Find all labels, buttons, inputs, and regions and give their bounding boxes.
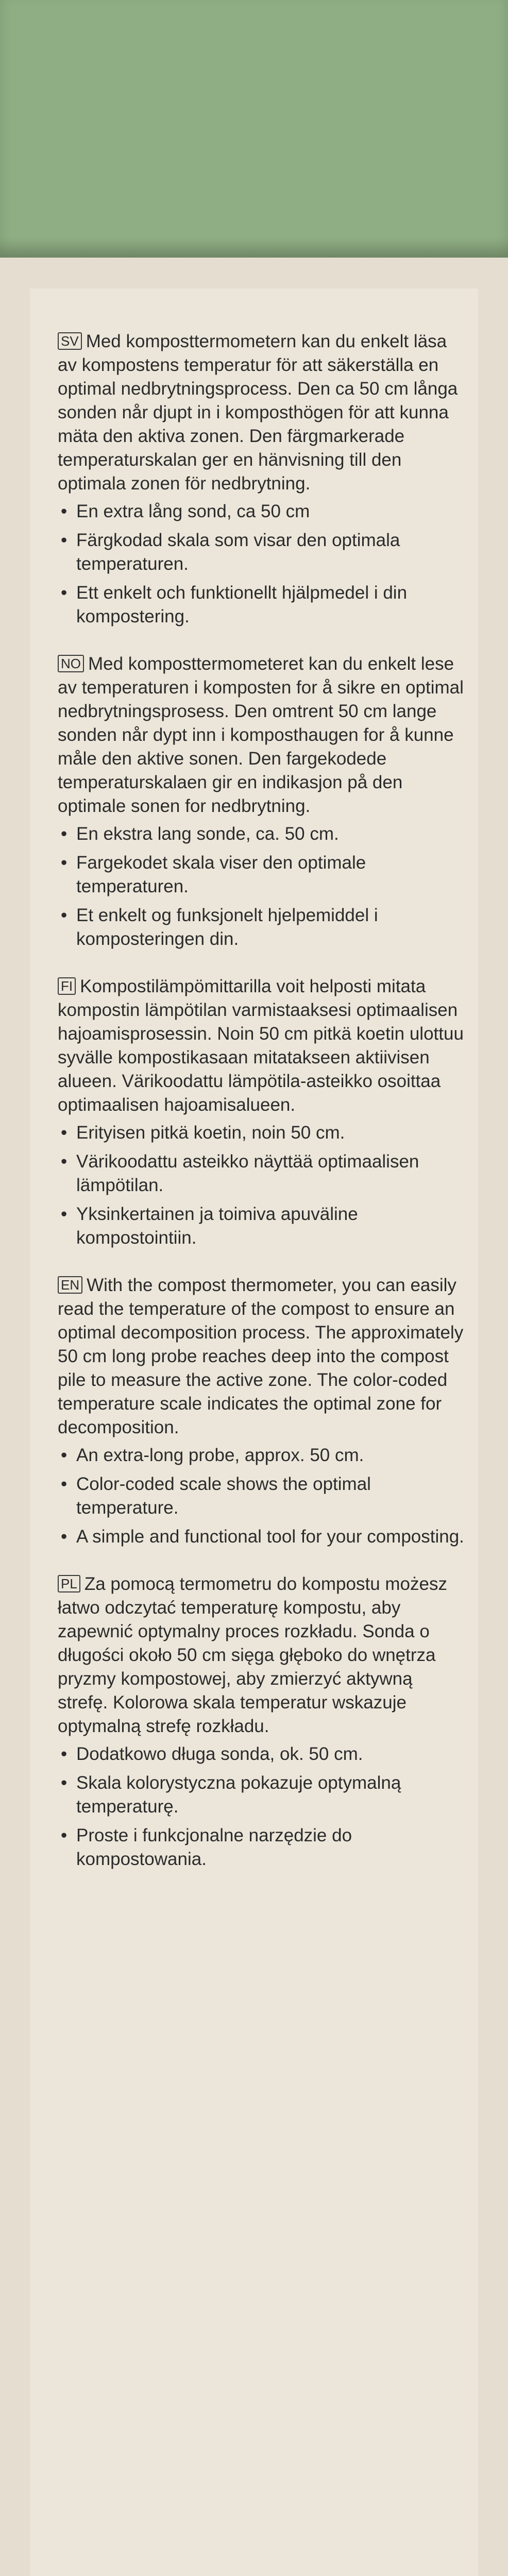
language-code: SV	[58, 332, 82, 350]
section-sv	[58, 330, 465, 629]
feature-item: • Yksinkertainen ja toimiva apuväline kompostointiin.	[58, 1202, 465, 1250]
section-text: Med komposttermometern kan du enkelt läsa av kompostens temperatur för att säkerställa en optimal nedbrytningsprocess. Den ca 50 cm långa sonden når djupt in i komposthögen för att kunna mäta den aktiva zonen. Den färgmarkerade temperaturskalan ger en hänvisning till den optimala zonen för nedbrytning.	[58, 331, 458, 494]
section-pl	[58, 1572, 465, 1871]
feature-item: • Et enkelt og funksjonelt hjelpemiddel i komposteringen din.	[58, 904, 465, 951]
feature-item: • Färgkodad skala som visar den optimala temperaturen.	[58, 529, 465, 576]
feature-item: • En extra lång sond, ca 50 cm	[58, 500, 465, 523]
feature-list	[58, 500, 465, 629]
feature-item: • Fargekodet skala viser den optimale temperaturen.	[58, 851, 465, 899]
section-fi	[58, 975, 465, 1250]
feature-item: • An extra-long probe, approx. 50 cm.	[58, 1444, 465, 1467]
section-paragraph	[58, 1274, 465, 1439]
feature-item: • En ekstra lang sonde, ca. 50 cm.	[58, 822, 465, 846]
feature-item: • Värikoodattu asteikko näyttää optimaalisen lämpötilan.	[58, 1150, 465, 1197]
feature-item: • Proste i funkcjonalne narzędzie do kompostowania.	[58, 1824, 465, 1871]
section-text: Za pomocą termometru do kompostu możesz łatwo odczytać temperaturę kompostu, aby zapewnić optymalny proces rozkładu. Sonda o długości około 50 cm sięga głęboko do wnętrza pryzmy kompostowej, aby zmierzyć aktywną strefę. Kolorowa skala temperatur wskazuje optymalną strefę rozkładu.	[58, 1574, 447, 1736]
feature-item: • Dodatkowo długa sonda, ok. 50 cm.	[58, 1742, 465, 1766]
section-paragraph	[58, 652, 465, 818]
section-paragraph	[58, 975, 465, 1117]
language-code: EN	[58, 1276, 82, 1294]
feature-list	[58, 822, 465, 951]
feature-item: • Skala kolorystyczna pokazuje optymalną temperaturę.	[58, 1771, 465, 1819]
section-paragraph	[58, 1572, 465, 1738]
language-code: FI	[58, 977, 76, 995]
feature-item: • Erityisen pitkä koetin, noin 50 cm.	[58, 1121, 465, 1145]
feature-item: • Color-coded scale shows the optimal temperature.	[58, 1472, 465, 1520]
section-en	[58, 1274, 465, 1549]
feature-item: • A simple and functional tool for your composting.	[58, 1525, 465, 1549]
section-text: Med komposttermometeret kan du enkelt lese av temperaturen i komposten for å sikre en optimal nedbrytningsprosess. Den omtrent 50 cm lange sonden når dypt inn i komposthaugen for å kunne måle den aktive sonen. Den fargekodede temperaturskalaen gir en indikasjon på den optimale sonen for nedbrytning.	[58, 654, 464, 816]
section-text: Kompostilämpömittarilla voit helposti mitata kompostin lämpötilan varmistaaksesi optimaalisen hajoamisprosessin. Noin 50 cm pitkä koetin ulottuu syvälle kompostikasaan mitatakseen aktiivisen alueen. Värikoodattu lämpötila-asteikko osoittaa optimaalisen hajoamisalueen.	[58, 976, 464, 1115]
feature-list	[58, 1121, 465, 1250]
description-column	[58, 330, 465, 1895]
section-paragraph	[58, 330, 465, 496]
feature-item: • Ett enkelt och funktionellt hjälpmedel i din kompostering.	[58, 581, 465, 629]
feature-list	[58, 1444, 465, 1549]
section-text: With the compost thermometer, you can easily read the temperature of the compost to ensure an optimal decomposition process. The approximately 50 cm long probe reaches deep into the compost pile to measure the active zone. The color-coded temperature scale indicates the optimal zone for decomposition.	[58, 1275, 464, 1437]
top-green-band	[0, 0, 508, 258]
feature-list	[58, 1742, 465, 1871]
section-no	[58, 652, 465, 951]
language-code: NO	[58, 655, 84, 672]
language-code: PL	[58, 1575, 80, 1592]
